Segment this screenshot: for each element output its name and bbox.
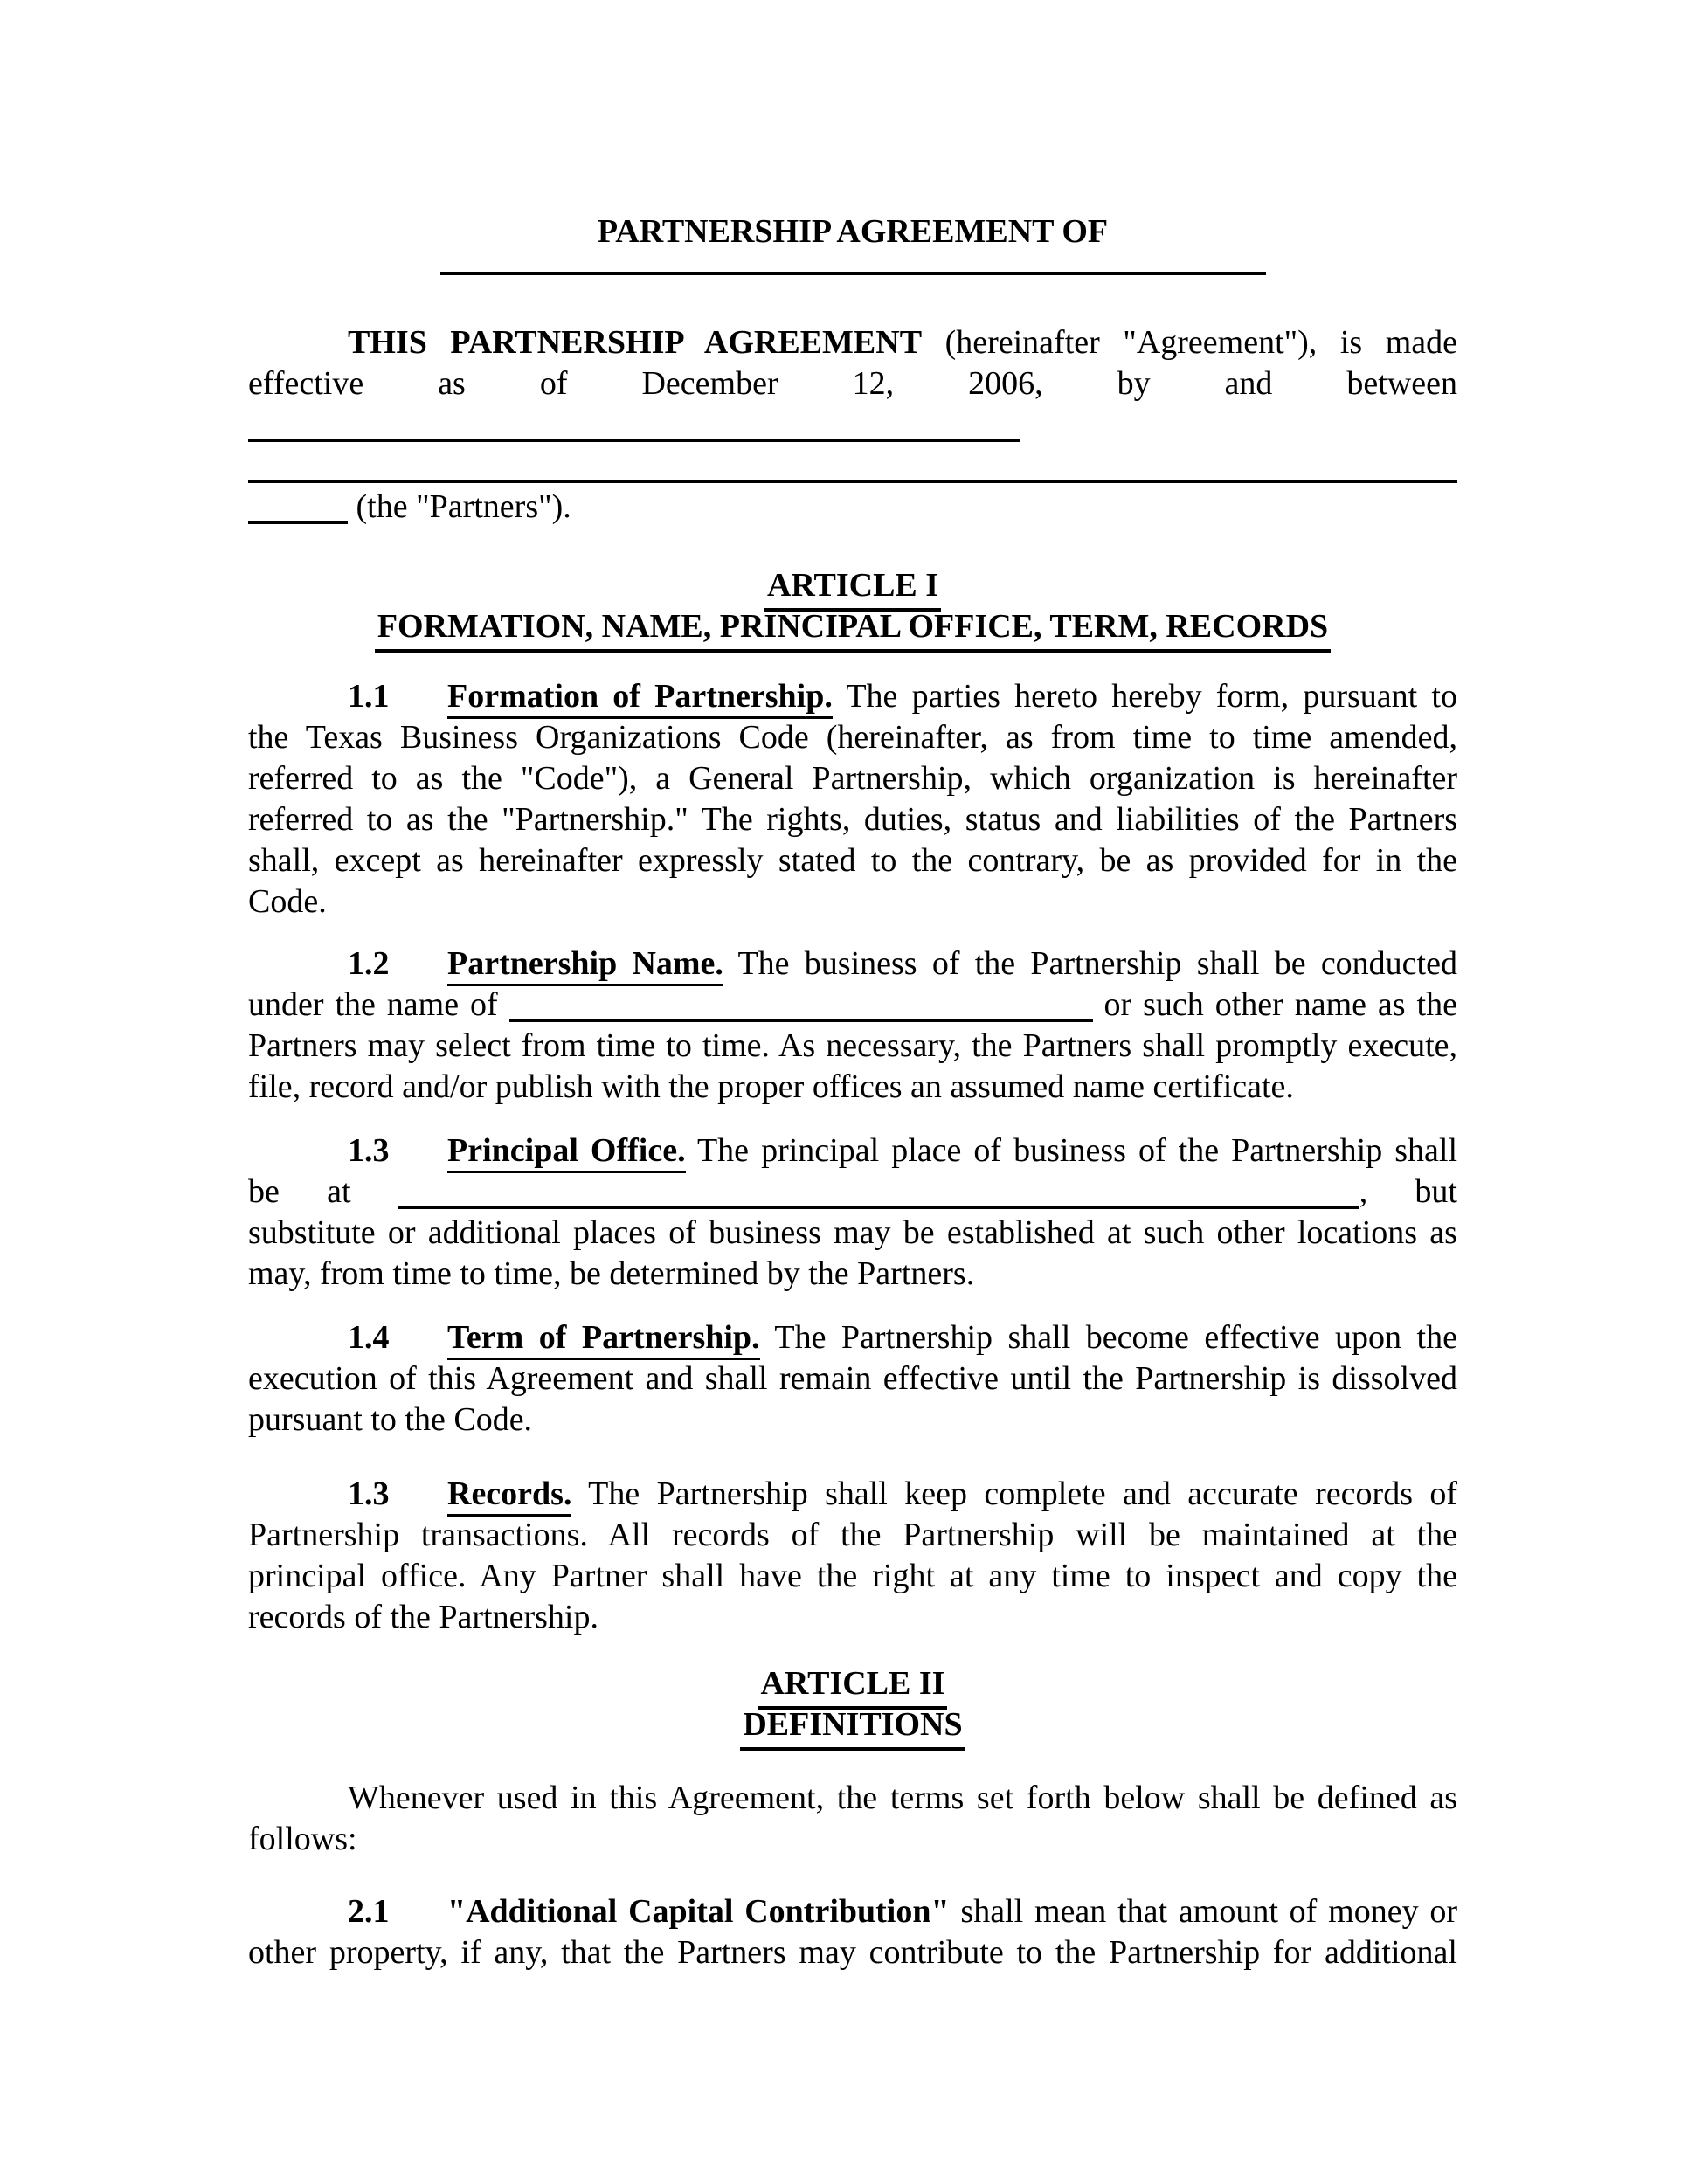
section-1-1-title: Formation of Partnership. — [447, 678, 833, 719]
body-text: (hereinafter "Agreement"), is made — [922, 324, 1457, 361]
text-line — [248, 1515, 1457, 1556]
body-text: be at — [248, 1173, 398, 1210]
section-1-4 — [248, 1317, 1457, 1441]
text-line — [248, 322, 1457, 363]
section-number: 2.1 — [348, 1893, 390, 1930]
article-1-subheading-text: FORMATION, NAME, PRINCIPAL OFFICE, TERM, RECORDS — [375, 606, 1331, 653]
text-line — [248, 985, 1457, 1026]
document-title — [248, 211, 1457, 252]
body-text: or such other name as the — [1092, 986, 1457, 1023]
section-number: 1.3 — [348, 1476, 390, 1512]
body-text: file, record and/or publish with the proper offices an assumed name certificate. — [248, 1068, 1294, 1105]
intro-paragraph — [248, 322, 1457, 528]
body-text: Partnership transactions. All records of the Partnership will be maintained at the — [248, 1517, 1457, 1553]
body-text: Whenever used in this Agreement, the terms set forth below shall be defined as — [348, 1780, 1458, 1816]
text-line — [248, 446, 1457, 487]
text-line — [248, 1213, 1457, 1254]
text-column — [248, 211, 1457, 1973]
text-line — [248, 1597, 1457, 1638]
intro-lead-bold: THIS PARTNERSHIP AGREEMENT — [348, 324, 923, 361]
body-text: shall, except as hereinafter expressly stated to the contrary, be as provided for in the — [248, 842, 1458, 879]
text-line — [248, 943, 1457, 985]
body-text: The Partnership shall become effective upon the — [759, 1319, 1457, 1356]
section-1-3 — [248, 1130, 1457, 1295]
text-line — [248, 404, 1457, 446]
blank-partnership-name-rule — [440, 272, 1266, 275]
text-line — [248, 717, 1457, 758]
section-1-3-title: Principal Office. — [447, 1132, 686, 1173]
section-number: 1.2 — [348, 945, 390, 982]
section-records-title: Records. — [447, 1476, 571, 1517]
body-text: Partners may select from time to time. As necessary, the Partners shall promptly execute, — [248, 1027, 1458, 1064]
text-line — [248, 1130, 1457, 1171]
fill-in-blank-partners-2 — [248, 480, 1457, 483]
body-text: other property, if any, that the Partners may contribute to the Partnership for additional — [248, 1934, 1457, 1971]
body-text: effective as of December 12, 2006, by and between — [248, 365, 1458, 402]
article-1-heading — [248, 565, 1457, 606]
fill-in-blank-partners-1 — [248, 439, 1020, 442]
body-text: may, from time to time, be determined by the Partners. — [248, 1255, 975, 1292]
body-text: under the name of — [248, 986, 509, 1023]
body-text: principal office. Any Partner shall have the right at any time to inspect and copy the — [248, 1558, 1457, 1594]
article-1-heading-text: ARTICLE I — [764, 565, 941, 612]
fill-in-blank-name — [509, 1019, 1093, 1022]
text-line — [248, 1474, 1457, 1515]
body-text: The Partnership shall keep complete and accurate records of — [571, 1476, 1458, 1512]
text-line — [248, 1171, 1457, 1213]
article-2-subheading-text: DEFINITIONS — [740, 1704, 965, 1751]
article-2-intro-paragraph — [248, 1778, 1457, 1860]
section-number: 1.4 — [348, 1319, 390, 1356]
body-text: referred to as the "Code"), a General Partnership, which organization is hereinafter — [248, 760, 1458, 797]
section-number: 1.3 — [348, 1132, 390, 1169]
text-line — [248, 363, 1457, 404]
text-line — [248, 487, 1457, 528]
text-line — [248, 1891, 1457, 1932]
text-line — [248, 1819, 1457, 1860]
section-1-4-title: Term of Partnership. — [447, 1319, 760, 1360]
body-text: substitute or additional places of business may be established at such other locations as — [248, 1214, 1457, 1251]
body-text: records of the Partnership. — [248, 1599, 598, 1635]
section-records — [248, 1474, 1457, 1638]
text-line — [248, 676, 1457, 717]
text-line — [248, 1317, 1457, 1358]
text-line — [248, 881, 1457, 923]
text-line — [248, 1778, 1457, 1819]
text-line — [248, 758, 1457, 799]
body-text: The parties hereto hereby form, pursuant to — [832, 678, 1457, 715]
body-text: shall mean that amount of money or — [949, 1893, 1458, 1930]
section-2-1-title: "Additional Capital Contribution" — [447, 1893, 950, 1930]
article-1-subheading — [248, 606, 1457, 647]
text-line — [248, 840, 1457, 881]
article-2-heading-text: ARTICLE II — [758, 1663, 948, 1710]
body-text: pursuant to the Code. — [248, 1401, 533, 1438]
section-1-2-title: Partnership Name. — [447, 945, 723, 986]
text-line — [248, 1067, 1457, 1108]
text-line — [248, 1026, 1457, 1067]
body-text: The principal place of business of the Partnership shall — [685, 1132, 1458, 1169]
body-text: The business of the Partnership shall be conducted — [723, 945, 1457, 982]
body-text: Code. — [248, 883, 327, 920]
section-1-1 — [248, 676, 1457, 923]
section-2-1 — [248, 1891, 1457, 1973]
article-2-heading — [248, 1663, 1457, 1704]
document-title-text: PARTNERSHIP AGREEMENT OF — [597, 213, 1109, 250]
section-1-2 — [248, 943, 1457, 1108]
body-text: , but — [1359, 1173, 1457, 1210]
text-line — [248, 799, 1457, 840]
fill-in-blank-address — [398, 1206, 1359, 1209]
text-line — [248, 1358, 1457, 1400]
body-text: (the "Partners"). — [348, 488, 571, 525]
text-line — [248, 1400, 1457, 1441]
text-line — [248, 1556, 1457, 1597]
text-line — [248, 1254, 1457, 1295]
text-line — [248, 1932, 1457, 1973]
body-text: referred to as the "Partnership." The rights, duties, status and liabilities of the Partners — [248, 801, 1458, 838]
fill-in-blank-partners-3 — [248, 521, 348, 524]
body-text: execution of this Agreement and shall remain effective until the Partnership is dissolved — [248, 1360, 1457, 1397]
article-2-subheading — [248, 1704, 1457, 1745]
body-text: the Texas Business Organizations Code (hereinafter, as from time to time amended, — [248, 719, 1457, 756]
body-text: follows: — [248, 1821, 357, 1857]
section-number: 1.1 — [348, 678, 390, 715]
